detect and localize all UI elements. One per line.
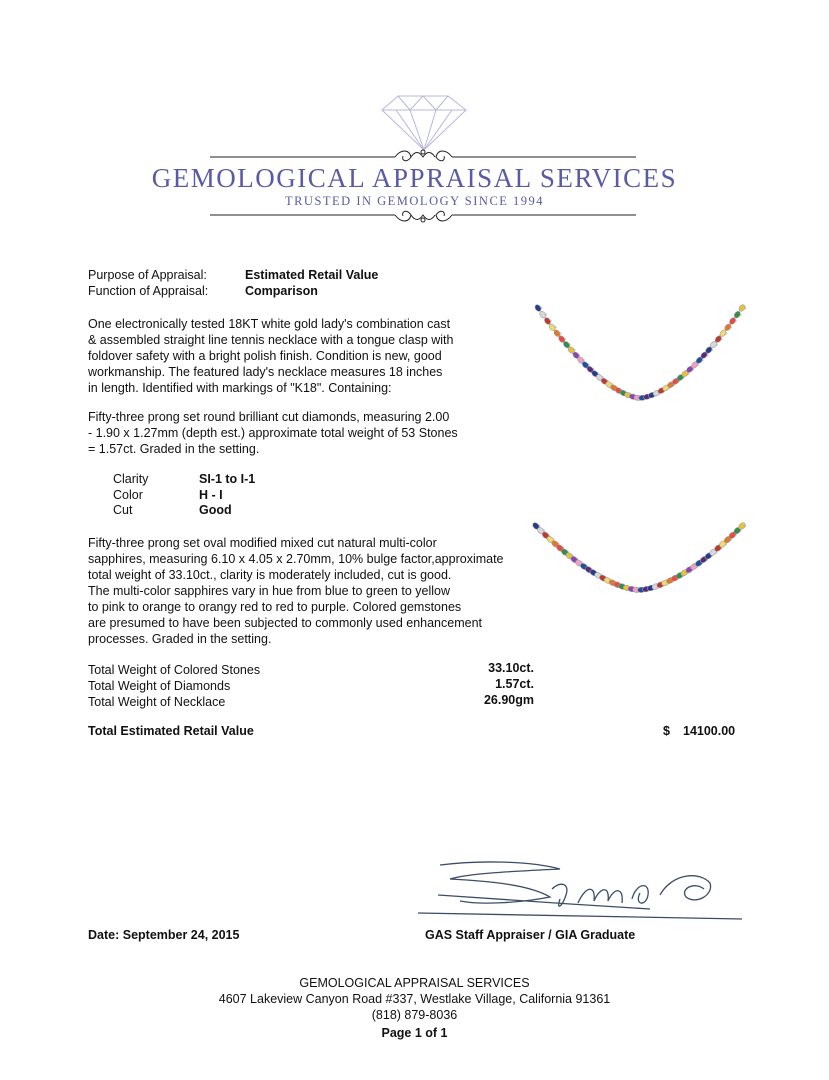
diamond-grades xyxy=(113,472,255,519)
grade-row xyxy=(113,488,255,504)
total-amount: 14100.00 xyxy=(683,724,736,738)
diamond-description xyxy=(88,409,508,457)
description-line: in length. Identified with markings of "K18". Containing: xyxy=(88,381,392,395)
sapphire-line: are presumed to have been subjected to commonly used enhancement xyxy=(88,616,482,630)
footer-address: 4607 Lakeview Canyon Road #337, Westlake Village, California 91361 xyxy=(218,992,611,1006)
weight-label: Total Weight of Necklace xyxy=(88,695,226,709)
sapphire-line: The multi-color sapphires vary in hue from blue to green to yellow xyxy=(88,584,450,598)
description-line: workmanship. The featured lady's necklace measures 18 inches xyxy=(88,365,443,379)
grade-label: Color xyxy=(113,487,143,502)
brand-tagline: TRUSTED IN GEMOLOGY SINCE 1994 xyxy=(284,194,545,208)
purpose-value: Estimated Retail Value xyxy=(245,268,379,282)
weight-value: 33.10ct. xyxy=(488,661,534,675)
description-line: foldover safety with a bright polish finish. Condition is new, good xyxy=(88,349,442,363)
total-value-label: Total Estimated Retail Value xyxy=(88,724,254,738)
sapphire-line: sapphires, measuring 6.10 x 4.05 x 2.70mm, 10% bulge factor,approximate xyxy=(88,552,504,566)
total-currency: $ xyxy=(663,724,670,738)
appraiser-title: GAS Staff Appraiser / GIA Graduate xyxy=(425,928,636,942)
brand-name: GEMOLOGICAL APPRAISAL SERVICES xyxy=(151,163,678,193)
sapphire-line: to pink to orange to orangy red to red to purple. Colored gemstones xyxy=(88,600,462,614)
appraiser-signature xyxy=(410,855,750,930)
weight-value: 1.57ct. xyxy=(495,677,534,691)
weight-label: Total Weight of Colored Stones xyxy=(88,663,261,677)
weight-label: Total Weight of Diamonds xyxy=(88,679,231,693)
sapphire-line: processes. Graded in the setting. xyxy=(88,632,272,646)
footer-company: GEMOLOGICAL APPRAISAL SERVICES xyxy=(299,976,530,990)
top-ornament xyxy=(210,150,636,161)
weight-row xyxy=(88,693,538,709)
weight-row xyxy=(88,677,538,693)
description-line: & assembled straight line tennis necklace with a tongue clasp with xyxy=(88,333,454,347)
sapphire-description xyxy=(88,535,538,647)
purpose-label: Purpose of Appraisal: xyxy=(88,268,207,282)
diamond-line: = 1.57ct. Graded in the setting. xyxy=(88,442,260,456)
diamond-line: - 1.90 x 1.27mm (depth est.) approximate total weight of 53 Stones xyxy=(88,426,458,440)
necklace-photo-bottom xyxy=(528,518,750,603)
grade-value: SI-1 to I-1 xyxy=(199,472,256,486)
function-value: Comparison xyxy=(245,284,318,298)
function-label: Function of Appraisal: xyxy=(88,284,209,298)
necklace-photo-top xyxy=(530,300,750,415)
item-description xyxy=(88,316,508,396)
weight-row xyxy=(88,661,538,677)
grade-row xyxy=(113,472,255,488)
description-line: One electronically tested 18KT white gold lady's combination cast xyxy=(88,317,451,331)
page-number: Page 1 of 1 xyxy=(381,1026,448,1040)
grade-value: H - I xyxy=(199,487,223,502)
grade-label: Clarity xyxy=(113,472,149,486)
diamond-icon xyxy=(382,96,466,150)
footer-phone: (818) 879-8036 xyxy=(371,1008,458,1022)
grade-value: Good xyxy=(199,503,232,517)
bottom-ornament xyxy=(210,211,636,222)
appraisal-date: Date: September 24, 2015 xyxy=(88,928,240,942)
sapphire-line: Fifty-three prong set oval modified mixed cut natural multi-color xyxy=(88,536,437,550)
weights-table xyxy=(88,661,538,709)
sapphire-line: total weight of 33.10ct., clarity is moderately included, cut is good. xyxy=(88,568,452,582)
letterhead xyxy=(0,0,829,240)
weight-value: 26.90gm xyxy=(483,693,534,707)
diamond-line: Fifty-three prong set round brilliant cut diamonds, measuring 2.00 xyxy=(88,410,450,424)
grade-label: Cut xyxy=(113,503,133,517)
grade-row xyxy=(113,503,255,519)
